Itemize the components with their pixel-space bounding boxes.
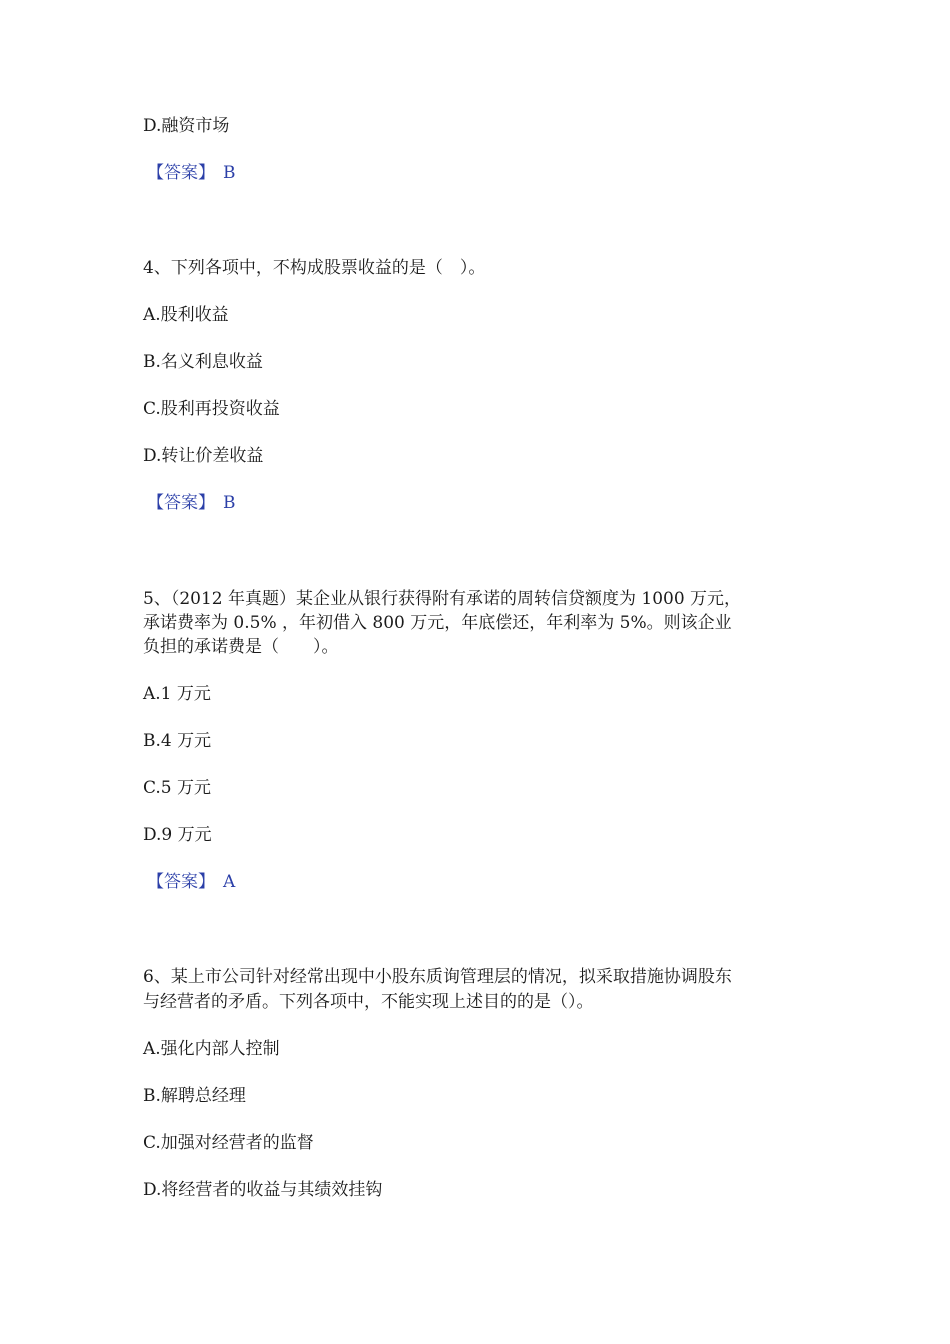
q5-stem-line-2: 承诺费率为 0.5% ，年初借入 800 万元，年底偿还，年利率为 5%。则该企业 [143, 613, 732, 633]
q3-answer [147, 161, 236, 186]
q5-stem-line-3: 负担的承诺费是（ ）。 [143, 637, 339, 657]
q5-option-a: A.1 万元 [143, 684, 211, 704]
q5-answer [147, 870, 235, 895]
q3-option-d: D.融资市场 [143, 116, 230, 136]
q5-stem-line-1: 5、（2012 年真题）某企业从银行获得附有承诺的周转信贷额度为 1000 万元， [143, 589, 742, 609]
q5-option-d: D.9 万元 [143, 825, 212, 845]
q6-option-c: C.加强对经营者的监督 [143, 1133, 314, 1153]
q5-option-c: C.5 万元 [143, 778, 212, 798]
q6-stem-line-1: 6、某上市公司针对经常出现中小股东质询管理层的情况，拟采取措施协调股东 [143, 967, 732, 987]
q4-option-c: C.股利再投资收益 [143, 399, 280, 419]
q6-option-d: D.将经营者的收益与其绩效挂钩 [143, 1180, 383, 1200]
q6-stem-line-2: 与经营者的矛盾。下列各项中，不能实现上述目的的是（）。 [143, 992, 594, 1012]
answer-value: A [223, 872, 236, 892]
q4-option-a: A.股利收益 [143, 305, 229, 325]
answer-label: 【答案】 [147, 163, 215, 183]
answer-label: 【答案】 [147, 493, 215, 513]
answer-label: 【答案】 [147, 872, 215, 892]
q4-option-d: D.转让价差收益 [143, 446, 264, 466]
q4-option-b: B.名义利息收益 [143, 352, 263, 372]
answer-value: B [223, 163, 236, 183]
q4-stem: 4、下列各项中，不构成股票收益的是（ ）。 [143, 258, 486, 278]
q5-option-b: B.4 万元 [143, 731, 212, 751]
q6-option-a: A.强化内部人控制 [143, 1039, 280, 1059]
answer-value: B [223, 493, 236, 513]
q4-answer [147, 491, 236, 516]
q6-option-b: B.解聘总经理 [143, 1086, 246, 1106]
